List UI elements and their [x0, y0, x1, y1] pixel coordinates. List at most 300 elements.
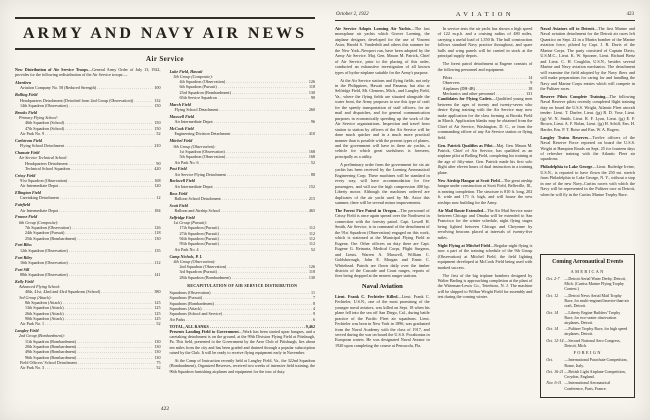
event-row: [546, 357, 629, 367]
paragraph: At the Camp of Instruction recently held at Langley Field, Va., the 322nd Squadron (Bombardment), Organized Reserves, received two weeks of intensive field training, the 96th Squadron furnishing airplanes and equipment for the tour of duty.: [169, 357, 315, 374]
dot-leader: [214, 184, 308, 189]
paragraph: Night Flying at Mitchel Field—Regular night flying is now a part of the training schedule of the 9th Group (Observation) at Mitchel Field, the field lighting equipment developed at McCook Field being used with marked success.: [437, 242, 533, 270]
station-heading: Crissy Field: [15, 172, 36, 178]
run-in-heading: Air Service Adopts Loening Air Yachts: [335, 26, 411, 31]
row-value: 100: [154, 85, 161, 91]
dot-leader: [45, 365, 155, 370]
event-date: Oct.: [546, 357, 554, 363]
row-value: 465: [308, 208, 315, 213]
station-heading: Fort Bliss: [15, 242, 32, 248]
journal-name: AVIATION: [455, 11, 515, 18]
dot-leader: [227, 172, 310, 177]
station-heading: Fort Riley: [15, 254, 33, 260]
dot-leader: [496, 91, 525, 96]
row-value: 9,462: [305, 323, 315, 329]
row-value: 130: [308, 274, 315, 280]
leader-row: [170, 317, 316, 322]
row-value: 380: [154, 289, 161, 295]
row-label: Balloon and Airship School: [174, 208, 220, 213]
event-row: [546, 310, 629, 325]
row-label: Air Service Flying Detachment: [174, 171, 226, 177]
row-label: Balloon School Detachment: [174, 195, 221, 201]
dot-leader: [221, 208, 308, 213]
dot-leader: [60, 195, 156, 200]
recapitulation-heading: RECAPITULATION OF AIR SERVICE DISTRIBUTION: [187, 283, 298, 288]
row-value: 112: [309, 225, 315, 231]
leader-row: [25, 236, 161, 241]
row-label: 7th Squadron (Observation): [25, 224, 71, 230]
station-heading: March Field: [169, 101, 191, 107]
station-heading: Mitchel Field: [169, 138, 193, 144]
leader-row: [175, 107, 316, 112]
row-label: 65th Service Squadron: [179, 95, 217, 101]
event-date: Oct. 14: [546, 309, 559, 315]
row-value: 112: [309, 236, 315, 242]
dot-leader: [45, 321, 155, 326]
leader-row: [25, 166, 161, 171]
row-label: 2nd Squadron (Observation): [179, 264, 227, 270]
row-label: Squadrons (Bombardment): [169, 300, 214, 306]
row-label: 25th Squadron (Bombardment): [25, 235, 77, 241]
row-value: 52: [156, 130, 161, 136]
row-value: 150: [154, 125, 161, 131]
row-value: 125: [154, 300, 161, 305]
run-in-heading: The Forest Fire Patrol in Oregon: [335, 208, 397, 213]
row-label: 17th Squadron (Pursuit): [179, 225, 219, 231]
row-value: 118: [154, 230, 161, 236]
row-value: 12: [156, 195, 161, 201]
run-in-heading: Air Mail Route Extended: [437, 207, 483, 213]
dot-leader: [231, 131, 307, 136]
row-label: 8th Squadron (Attack): [25, 300, 62, 305]
leader-row: [20, 85, 161, 90]
left-page-columns: [15, 67, 315, 391]
leader-row: [175, 184, 316, 189]
row-value: 126: [308, 264, 315, 270]
row-label: Air Intermediate Depot: [174, 119, 213, 125]
row-label: Air Park No. 4: [174, 246, 199, 252]
run-in-heading: Philadelphia to Lake George: [540, 164, 593, 170]
row-label: Air Intermediate Depot: [20, 207, 59, 213]
row-label: Pilots: [442, 74, 453, 80]
right-column-3-articles: [540, 26, 635, 200]
row-label: Air Parks: [169, 316, 186, 322]
row-value: 112: [309, 230, 315, 236]
event-text: —Detroit Aerial Water Derby, Detroit, Mich. (Curtiss Marine Flying Trophy Contest.): [564, 276, 626, 292]
paragraph: A preliminary order from the government for six air yachts has been received by the Loening Aeronautical Engineering Corp. These machines will be standard in every way, will have accommodation for five passengers, and will use the high compression 400 hp. Liberty motor. Although the machines ordered are duplicates of the air yacht used by Mr. Astor this summer, there will be several minor improvements.: [335, 161, 430, 206]
run-in-heading: Lieut. Frank C. Fechteler Killed: [335, 293, 398, 299]
row-label: Air Park No. 9: [20, 130, 45, 136]
group-subheading: 3rd Group (Attack):: [19, 294, 52, 300]
paragraph: Reserve Pilots Complete Training—The following Naval Reserve pilots recently completed flight training duty on board the U.S.S. Wright, Atlantic Fleet aircraft tender: Lieut. T. Durfee, Lieut. (jg) R. D. Vose, Lieut. (jg) W. N. Smith, Lieut. R. F. Lyon, Lieut. (jg) E. F. Brown, Lieut. A. F. Bolan, Lieut. (jg) H. Schiff, Ens. H. Harder, Ens. P. T. Boise and Ens. W. A. Rogers.: [540, 93, 635, 132]
leader-row: [180, 275, 316, 280]
paragraph: Presents Landing Field to Government—Work has been started upon hangars, and a caretaking detachment is on the ground, at the 99th Division Flying Field at Pittsburgh, Pa. This field, presented to the Government by the Aero Club of Pittsburgh, lies about ten miles from the city and has been graded and drained through a popular subscription raised by the Club. It will be ready to receive flying equipment early in November.: [169, 328, 315, 356]
run-in-heading: Naval Aviators off to Detroit: [540, 26, 594, 31]
dot-leader: [59, 183, 153, 188]
station-heading: Carlstrom Field: [15, 137, 42, 143]
row-value: 130: [154, 235, 161, 241]
dot-leader: [219, 107, 307, 112]
row-value: 75: [156, 359, 161, 365]
leader-row: [175, 196, 316, 201]
row-label: 96th Squadron (Bombardment): [25, 354, 77, 360]
leader-row: [175, 119, 316, 124]
right-page-number: 423: [626, 12, 634, 17]
row-label: TOTAL, ALL RANKS: [169, 323, 209, 329]
running-head: [335, 10, 635, 21]
paragraph: New Airship Hangar at Scott Field—The great airship hangar under construction at Scott Field, Belleville, Ill., is nearing completion. The structure is 810 ft. long, 202 ft. wide and 171 ft. high, and will house the new airships now building for the Army.: [437, 177, 533, 205]
row-value: 126: [308, 79, 315, 85]
dot-leader: [210, 324, 305, 329]
station-heading: Langley Field: [15, 328, 39, 334]
station-heading: McCook Field: [169, 126, 194, 132]
leader-row: [175, 247, 316, 252]
events-american-label: AMERICAN: [570, 269, 605, 275]
row-label: 20th Squadron (Bombardment): [25, 344, 77, 349]
event-date: Oct. 12-14: [546, 337, 564, 343]
event-row: [546, 293, 629, 308]
dot-leader: [101, 289, 153, 294]
row-label: Aviation Company No. 58 (Reduced Strength): [20, 85, 97, 91]
left-page-number: 422: [160, 406, 170, 412]
station-heading: Maxwell Field: [169, 114, 194, 119]
row-value: 184: [154, 207, 161, 213]
article-masthead: [15, 17, 315, 50]
group-subheading: 4th Group (Observation):: [173, 258, 216, 264]
leader-row: [20, 131, 161, 136]
row-label: Observers: [442, 80, 460, 86]
row-value: 130: [154, 344, 161, 349]
leader-row: [20, 260, 161, 265]
row-label: 88th Squadron (Observation): [20, 271, 68, 277]
events-american-list: [546, 276, 629, 348]
section-heading: Naval Aviation: [361, 282, 403, 290]
row-label: 3rd Squadron (Pursuit): [179, 269, 218, 275]
leader-row: [20, 208, 161, 213]
row-value: 141: [154, 271, 161, 277]
row-label: Air Park No. 6: [174, 159, 199, 165]
row-value: 130: [154, 338, 161, 344]
dot-leader: [69, 248, 154, 253]
right-page-columns: [335, 26, 635, 398]
row-value: 9: [312, 311, 315, 317]
row-value: 96: [310, 119, 315, 125]
row-value: 150: [154, 102, 161, 108]
row-value: 88: [310, 171, 315, 177]
run-in-heading: Langley Trains Reserves: [540, 134, 589, 140]
row-value: 215: [308, 195, 315, 201]
station-heading: Aberdeen: [15, 80, 32, 86]
group-subheading: 6th Group (Composite):: [19, 219, 59, 225]
left-page: [15, 10, 315, 412]
row-label: Squadrons (Observation): [169, 290, 211, 296]
air-service-heading: Air Service: [146, 55, 184, 63]
run-in-heading: Presents Landing Field to Government: [169, 328, 239, 334]
leader-row: [25, 289, 161, 294]
row-label: Airplanes (DH-4B): [442, 85, 476, 91]
event-text: —Pulitzer Trophy Race, for high speed airplanes, Detroit.: [564, 326, 628, 337]
right-column-1: [335, 26, 430, 398]
event-date: Oct. 14: [546, 326, 559, 332]
leader-row: [175, 172, 316, 177]
row-value: 126: [154, 224, 161, 230]
group-subheading: 9th Group (Observation):: [173, 143, 216, 149]
right-page: [335, 10, 635, 412]
event-date: Oct. 12: [546, 292, 559, 298]
dot-leader: [65, 143, 153, 148]
row-value: 90: [156, 160, 161, 166]
row-value: 112: [154, 259, 161, 265]
events-title: Coming Aeronautical Events: [552, 259, 624, 266]
row-label: 12th Squadron (Observation): [20, 247, 68, 253]
row-label: 6th Squadron (Pursuit): [179, 84, 217, 90]
row-label: Engineering Division Detachment: [174, 131, 231, 137]
right-column-3: [540, 26, 635, 398]
row-value: 112: [309, 241, 315, 247]
event-text: —International Parachute Competition, Rome, Italy.: [564, 357, 628, 368]
leader-row: [20, 195, 161, 200]
paragraph: Air Mail Route Extended—The Air Mail Service route between Chicago and Omaha will be extended to San Francisco for the winter schedule, night flying stages being lighted between Chicago and Cheyenne by revolving beacons placed at intervals of twenty-five miles.: [437, 207, 533, 240]
event-text: —Second National Aero Congress, Detroit, Mich.: [564, 337, 621, 348]
row-value: 120: [154, 183, 161, 189]
issue-date: October 2, 1922: [336, 12, 369, 17]
event-text: —Liberty Engine Builders' Trophy Race, for two-seater observation airplanes, Detroit.: [564, 309, 621, 325]
right-column-2: [438, 26, 533, 398]
row-value: 168: [308, 148, 315, 154]
dot-leader: [69, 103, 154, 108]
row-label: Caretaking Detachment: [20, 195, 59, 201]
row-value: 11: [311, 290, 315, 296]
dot-leader: [200, 160, 310, 165]
event-row: [546, 369, 629, 379]
row-value: 420: [154, 165, 161, 171]
row-label: Squadrons (Pursuit): [169, 295, 203, 301]
station-heading: Chanute Field: [15, 149, 40, 155]
dot-leader: [214, 119, 310, 124]
row-label: Flying School Detachment: [20, 143, 64, 149]
paragraph: Langley Trains Reserves—Twelve officers of the Naval Reserve Force reported on board the U.S.S. Wright at Hampton Roads on Sept. 25 for fourteen days of refresher training with the Atlantic Fleet air squadrons.: [540, 134, 635, 162]
row-label: Field Officers' School Detachment: [20, 359, 77, 365]
row-label: 14th Squadron (Observation): [20, 102, 68, 108]
row-label: 24th Squadron (Pursuit): [25, 230, 65, 236]
row-label: Air Park No. 3: [20, 365, 45, 371]
paragraph: Gen. Patrick Qualifies as Pilot—Maj. Gen. Mason M. Patrick, Chief of Air Service, has qualified as an airplane pilot at Bolling Field, completing his training at the age of fifty-nine. Gen. Patrick made his first solo flight after eleven hours of dual instruction in a training plane.: [437, 142, 533, 175]
dot-leader: [200, 247, 310, 252]
left-column-2: [170, 67, 316, 391]
row-label: 23rd Squadron (Bombardment): [179, 89, 231, 95]
event-text: —Detroit News Aerial Mail Trophy Race, for multi-engined heavier-than-air craft, Detroit.: [564, 292, 629, 309]
row-value: 130: [154, 354, 161, 360]
station-heading: Fairfield: [15, 202, 31, 208]
paragraph: Lieut. Frank C. Fechteler Killed—Lieut. Frank C. Fechteler, U.S.N., one of the most promising of the younger naval aviators, was killed on Sept. 18 when his plane fell into the sea off San Diego, Cal., during battle practice of the Pacific Fleet air squadrons. Lieut. Fechteler was born in New York in 1896, was graduated from the Naval Academy with the class of 1917, and served during the war on board the U.S.S. Pocahontas in European waters. He was designated Naval Aviator in 1920 upon completing the course at Pensacola, Fla.: [335, 293, 430, 348]
leader-row: [20, 248, 161, 253]
dot-leader: [77, 236, 153, 241]
event-row: [546, 380, 629, 390]
row-label: 26th Squadron (Attack): [25, 310, 64, 316]
row-value: 52: [156, 365, 161, 371]
station-heading: Fort Sill: [15, 266, 30, 272]
station-heading: Brooks Field: [15, 109, 37, 115]
run-in-heading: Reserve Pilots Complete Training: [540, 93, 606, 99]
leader-row: [175, 208, 316, 213]
dot-leader: [222, 196, 308, 201]
dot-leader: [218, 95, 310, 100]
row-value: 210: [154, 143, 161, 149]
leader-row: [20, 183, 161, 188]
leader-row: [175, 131, 316, 136]
dot-leader: [59, 208, 153, 213]
row-label: 4th Squadron (Observation): [179, 79, 226, 85]
group-subheading: Air Service Technical School:: [19, 155, 68, 161]
row-value: 118: [309, 269, 315, 275]
row-value: 125: [154, 305, 161, 311]
event-row: [546, 338, 629, 348]
event-date: Oct. 2-7: [546, 276, 560, 282]
row-value: 9: [530, 80, 533, 86]
dot-leader: [97, 85, 153, 90]
leader-row: [175, 160, 316, 165]
run-in-heading: Candidates for Flying Cadets: [437, 96, 492, 102]
group-subheading: Advanced Flying School:: [19, 284, 61, 290]
row-label: Flying School Detachment: [174, 107, 219, 113]
row-label: Air Park No. 1: [20, 321, 45, 327]
row-label: 11th Squadron (Bombardment): [25, 338, 77, 344]
row-value: 52: [310, 246, 315, 252]
group-subheading: 1st Group (Pursuit):: [173, 220, 208, 226]
leader-row: [20, 365, 161, 370]
row-label: 91st Squadron (Observation): [20, 177, 68, 183]
row-label: 1st Squadron (Observation): [179, 148, 225, 154]
station-heading: Scott Field: [169, 202, 188, 208]
event-row: [546, 326, 629, 336]
row-value: 410: [308, 131, 315, 137]
row-label: 49th Squadron (Bombardment): [25, 349, 77, 355]
row-value: 152: [308, 183, 315, 189]
station-heading: Ellington Field: [15, 190, 41, 196]
coming-events-box: [540, 254, 635, 398]
leader-row: [180, 95, 316, 100]
row-label: Headquarters Detachment: [25, 160, 68, 166]
run-in-heading: Gen. Patrick Qualifies as Pilot: [437, 142, 493, 148]
event-text: —British Light Airplane Competition, Croydon, England.: [564, 368, 626, 380]
article-title: ARMY AND NAVY AIR NEWS: [22, 25, 308, 42]
station-heading: France Field: [15, 214, 38, 220]
row-value: 130: [154, 349, 161, 355]
leader-row: [20, 321, 161, 326]
row-value: 168: [154, 177, 161, 183]
events-foreign-label: FOREIGN: [573, 350, 602, 356]
row-label: 95th Squadron (Pursuit): [179, 241, 219, 247]
row-value: 14: [528, 74, 533, 80]
row-value: 8: [312, 300, 315, 306]
row-label: 16th Squadron (Observation): [20, 259, 68, 265]
row-value: 52: [156, 321, 161, 327]
row-value: 150: [154, 120, 161, 126]
station-heading: Camp Nichols, P. I.: [169, 253, 203, 259]
row-label: 90th Squadron (Attack): [25, 315, 64, 321]
station-heading: Rockwell Field: [169, 178, 195, 184]
group-subheading: 5th Group (Composite):: [173, 73, 213, 79]
paragraph: In service tests the air yacht has shown a high speed of 122 m.p.h. and a cruising radius of 480 miles, carrying a useful load of 1,350 lb. The hull construction follows standard Navy practice throughout, and spare hulls and wing panels will be carried in stock at the principal supply depots.: [437, 26, 533, 59]
paragraph: The forest patrol detachment at Eugene consists of the following personnel and equipment:: [437, 61, 533, 72]
row-label: 40th, 41st, 42nd and 43rd Squadrons (School): [25, 289, 101, 295]
row-value: 118: [309, 84, 315, 90]
station-heading: Post Field: [169, 166, 187, 172]
row-label: Headquarters Detachment (Detached from 2nd Group (Observation)): [20, 97, 134, 103]
station-heading: Ross Field: [169, 190, 188, 196]
row-value: 260: [308, 107, 315, 113]
group-subheading: Primary Flying School:: [19, 115, 58, 120]
row-label: Air Intermediate Depot: [174, 183, 213, 189]
dot-leader: [186, 317, 312, 322]
run-in-heading: New Airship Hangar at Scott Field: [437, 177, 500, 183]
dot-leader: [232, 275, 308, 280]
paragraph: Air Service Adopts Loening Air Yachts—The fast monoplane air yachts which Grover Loening, the airplane designer, developed for the use of Vincent Astor, Harold S. Vanderbilt and others this summer for the New York–Newport run, have been adopted by the Army Air Service. Maj. Gen. Mason M. Patrick, Chief of Air Service, prior to the placing of this order, conducted an exhaustive investigation of all known types of hydro-airplane suitable for the Army's purpose.: [335, 26, 430, 75]
row-label: 13th Squadron (Attack): [25, 305, 64, 311]
row-value: 130: [308, 89, 315, 95]
row-value: 132: [154, 97, 161, 103]
event-text: —International Aeronautical Conference, Paris, France.: [564, 380, 611, 391]
row-value: 90: [310, 95, 315, 101]
paragraph: Candidates for Flying Cadets—Qualified young men between the ages of twenty and twenty-seven who desire flying training with the Air Service may now make application for the class forming at Brooks Field in March. Application blanks may be obtained from the Chief of Air Service, Washington, D. C., or from the commanding officer of any Air Service station or flying field.: [437, 96, 533, 140]
row-label: 27th Squadron (Pursuit): [179, 230, 219, 236]
station-heading: Kelly Field: [15, 278, 34, 284]
row-value: 125: [154, 315, 161, 321]
row-label: 47th Squadron (School): [25, 125, 65, 131]
event-row: [546, 276, 629, 291]
station-heading: Bolling Field: [15, 92, 38, 98]
row-value: 168: [308, 154, 315, 160]
run-in-heading: Night Flying at Mitchel Field: [437, 242, 491, 248]
left-column-1: [15, 67, 161, 391]
row-label: 28th Squadron (Bombardment): [179, 274, 231, 280]
row-value: 52: [310, 159, 315, 165]
row-label: Air Intermediate Depot: [20, 183, 59, 189]
station-heading: Luke Field, Hawaii: [169, 68, 203, 74]
paragraph: At the Air Service stations and flying fields, not only in the Philippines, Hawaii and Panama, but also at Selfridge Field, Mt. Clemens, Mich., and Langley Field, Va., where the flying fields are situated alongside the water front, the Army proposes to use this type of craft for the speedy transportation of staff officers, for air mail and dispatches, and for general communication purposes in economically speeding up the work of the Air Service organizations. Inspection and travel from station to station by officers of the Air Service will be done much quicker and in a much more practical manner than is possible with the present types of planes, and the government will have in these air yachts, a vehicle for which great usefulness is foreseen, principally as a utility.: [335, 77, 430, 159]
row-value: 6: [312, 316, 315, 322]
row-value: 125: [154, 310, 161, 316]
row-label: 94th Squadron (Pursuit): [179, 236, 219, 242]
row-value: 131: [526, 90, 533, 96]
dot-leader: [69, 260, 154, 265]
dot-leader: [71, 166, 153, 171]
row-value: 4: [312, 306, 315, 312]
row-label: 46th Squadron (School): [25, 120, 65, 126]
events-foreign-list: [546, 357, 629, 390]
leader-row: [20, 103, 161, 108]
event-date: Nov. 6-11: [546, 380, 562, 386]
row-value: 135: [154, 247, 161, 253]
paragraph: New Distribution of Air Service Troops—General Army Order of July 13, 1922, provides for the following redistribution of the Air Service troops:—: [15, 67, 161, 78]
station-heading: Selfridge Field: [169, 214, 195, 220]
row-label: Squadrons (Attack): [169, 306, 202, 312]
row-value: 7: [312, 295, 315, 301]
paragraph: Philadelphia to Lake George—Lieut. Rutledge Irvine, U.S.N., is reported to have flown the 250 mi. stretch from Philadelphia to Lake George, N. Y., without a stop in one of the new Navy–Curtiss racers with which the Navy will be represented in the Pulitzer race at Detroit, when he will fly in the Curtiss Marine Trophy Race.: [540, 164, 635, 197]
dot-leader: [45, 131, 155, 136]
row-label: Mechanics and other personnel: [442, 90, 495, 96]
paragraph: Naval Aviators off to Detroit—The first Marine and Naval aviation detachment for the Detroit air races left Quantico on Sept. 22 in a Martin bomber of the Marine aviation force, piloted by Capt. J. R. Davis of the Marine Corps. The party consisted of Captain Davis, U.S.M.C., Lieut. K. W. Spooner, Lieut. Richard Bertz and Lieut. C. H. Coughlin, U.S.N., besides several Marine and Navy aviation mechanics. The detachment will examine the field adopted by the Navy fliers and will make preparations for caring for and handling the Navy and Marine Corps entries which will compete in the Pulitzer races.: [540, 26, 635, 91]
leader-row: [20, 143, 161, 148]
paragraph: The first of the big triplane bombers designed by Walter Barling is approaching completion at the plant of the Witteman-Lewis Co., Teterboro, N. J. The machine will be shipped to Wilbur Wright Field for assembly and test during the coming winter.: [437, 272, 533, 300]
row-label: Squadrons (School and Service): [169, 311, 223, 317]
group-subheading: 2nd Group (Bombardment):: [19, 333, 65, 339]
paragraph: The Forest Fire Patrol in Oregon—The personnel of Crissy Field is once again spread over the Northwest in connection with the forestry patrol. Capt. Lowell H. Smith, Air Service, is in command of the detachment of the 91st Squadron (Observation) engaged on this work, which is stationed at the Municipal Flying Field at Eugene, Ore. Other officers on duty there are Capt. Eugene G. Reinartz, Medical Corps, Flight Surgeon, and Lieuts. Warren A. Maxwell, William C. Goldsborough, John E. Morgan and Ennis C. Whitehead. Patrols are flown daily over the timber districts of the Cascade and Coast ranges, reports of fires being dropped at the nearest ranger stations.: [335, 208, 430, 279]
dot-leader: [69, 272, 154, 277]
row-label: 5th Squadron (Observation): [179, 154, 226, 160]
leader-row: [20, 272, 161, 277]
row-value: 18: [528, 85, 533, 91]
